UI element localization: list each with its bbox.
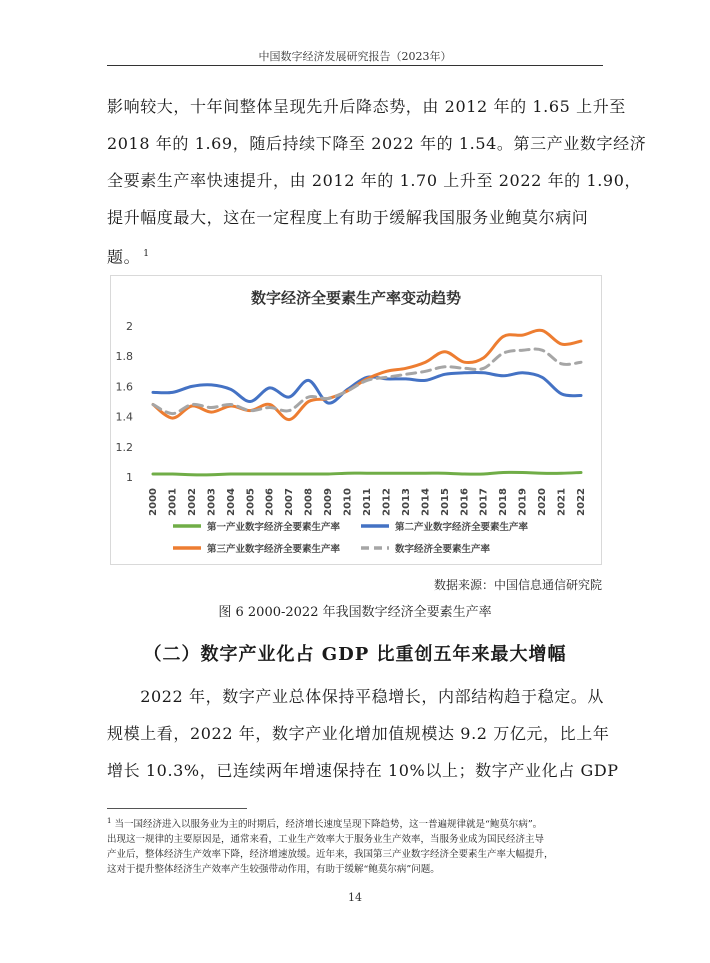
x-tick-label: 2000 bbox=[148, 488, 159, 516]
y-tick-label: 2 bbox=[126, 320, 133, 333]
figure-caption: 图 6 2000-2022 年我国数字经济全要素生产率 bbox=[218, 605, 492, 620]
x-tick-label: 2021 bbox=[556, 488, 568, 516]
paragraph-2 bbox=[107, 678, 619, 789]
footnote-reference[interactable]: 1 bbox=[143, 249, 150, 259]
x-tick-label: 2014 bbox=[420, 488, 432, 516]
footnote-line bbox=[107, 814, 601, 832]
x-tick-label: 2007 bbox=[284, 488, 296, 516]
footnote-line-text: 当一国经济进入以服务业为主的时期后，经济增长速度呈现下降趋势，这一普遍规律就是“鲍莫尔病”。 bbox=[114, 819, 543, 831]
paragraph-1-line: 全要素生产率快速提升，由 2012 年的 1.70 上升至 2022 年的 1.90， bbox=[107, 171, 642, 190]
x-tick-label: 2022 bbox=[576, 488, 587, 516]
line-chart bbox=[111, 276, 601, 564]
legend-label: 第二产业数字经济全要素生产率 bbox=[395, 522, 529, 533]
legend-label: 第三产业数字经济全要素生产率 bbox=[207, 544, 341, 555]
x-tick-label: 2005 bbox=[245, 488, 257, 516]
x-tick-label: 2003 bbox=[206, 488, 218, 516]
paragraph-2-line: 增长 10.3%，已连续两年增速保持在 10%以上；数字产业化占 GDP bbox=[107, 761, 619, 780]
y-tick-label: 1.4 bbox=[115, 410, 133, 424]
x-tick-label: 2008 bbox=[303, 488, 315, 516]
x-tick-label: 2016 bbox=[459, 488, 471, 516]
header-rule bbox=[107, 65, 603, 66]
paragraph-1-line: 2018 年的 1.69，随后持续下降至 2022 年的 1.54。第三产业数字经济 bbox=[107, 134, 647, 153]
paragraph-1 bbox=[107, 88, 647, 275]
footnote-line: 出现这一规律的主要原因是，通常来看，工业生产效率大于服务业生产效率，当服务业成为国民经济主导 bbox=[107, 834, 545, 846]
x-tick-label: 2010 bbox=[342, 488, 354, 516]
footnote bbox=[107, 814, 601, 877]
x-tick-label: 2009 bbox=[323, 488, 335, 516]
paragraph-1-line bbox=[107, 236, 599, 275]
legend-label: 数字经济全要素生产率 bbox=[395, 544, 491, 555]
x-tick-label: 2011 bbox=[362, 488, 373, 516]
x-tick-label: 2017 bbox=[478, 488, 490, 516]
page-number: 14 bbox=[348, 891, 362, 904]
x-tick-label: 2020 bbox=[537, 488, 549, 516]
x-tick-label: 2004 bbox=[225, 488, 237, 516]
x-tick-label: 2002 bbox=[186, 488, 198, 516]
series-line-1 bbox=[153, 472, 581, 475]
y-tick-label: 1 bbox=[126, 471, 133, 484]
series-line-4 bbox=[153, 349, 581, 414]
x-tick-label: 2006 bbox=[264, 488, 276, 516]
x-tick-label: 2012 bbox=[381, 488, 393, 516]
x-tick-label: 2019 bbox=[517, 488, 529, 516]
paragraph-2-line: 2022 年，数字产业总体保持平稳增长，内部结构趋于稳定。从 bbox=[107, 687, 605, 706]
x-tick-label: 2013 bbox=[400, 488, 412, 516]
chart-title: 数字经济全要素生产率变动趋势 bbox=[250, 289, 462, 307]
paragraph-1-line: 提升幅度最大，这在一定程度上有助于缓解我国服务业鲍莫尔病问 bbox=[107, 208, 589, 227]
y-tick-label: 1.8 bbox=[115, 350, 133, 364]
running-header: 中国数字经济发展研究报告（2023年） bbox=[258, 50, 452, 63]
footnote-mark: 1 bbox=[107, 817, 112, 825]
y-tick-label: 1.6 bbox=[115, 380, 133, 394]
y-tick-label: 1.2 bbox=[115, 440, 133, 454]
paragraph-2-line: 规模上看，2022 年，数字产业化增加值规模达 9.2 万亿元，比上年 bbox=[107, 724, 610, 743]
paragraph-1-last-text: 题。 bbox=[107, 247, 141, 267]
paragraph-1-line: 影响较大，十年间整体呈现先升后降态势，由 2012 年的 1.65 上升至 bbox=[107, 97, 626, 116]
series-line-2 bbox=[153, 373, 581, 404]
legend-label: 第一产业数字经济全要素生产率 bbox=[207, 522, 341, 533]
footnote-line: 产业后，整体经济生产效率下降，经济增速放缓。近年来，我国第三产业数字经济全要素生产率大幅提升， bbox=[107, 849, 554, 861]
chart-frame bbox=[110, 275, 602, 565]
x-tick-label: 2018 bbox=[498, 488, 510, 516]
footnote-line: 这对于提升整体经济生产效率产生较强带动作用，有助于缓解“鲍莫尔病”问题。 bbox=[107, 864, 440, 876]
chart-source-note: 数据来源：中国信息通信研究院 bbox=[433, 578, 602, 592]
section-heading: （二）数字产业化占 GDP 比重创五年来最大增幅 bbox=[143, 644, 567, 665]
x-tick-label: 2001 bbox=[167, 488, 179, 516]
footnote-rule bbox=[107, 808, 247, 809]
x-tick-label: 2015 bbox=[439, 488, 451, 516]
